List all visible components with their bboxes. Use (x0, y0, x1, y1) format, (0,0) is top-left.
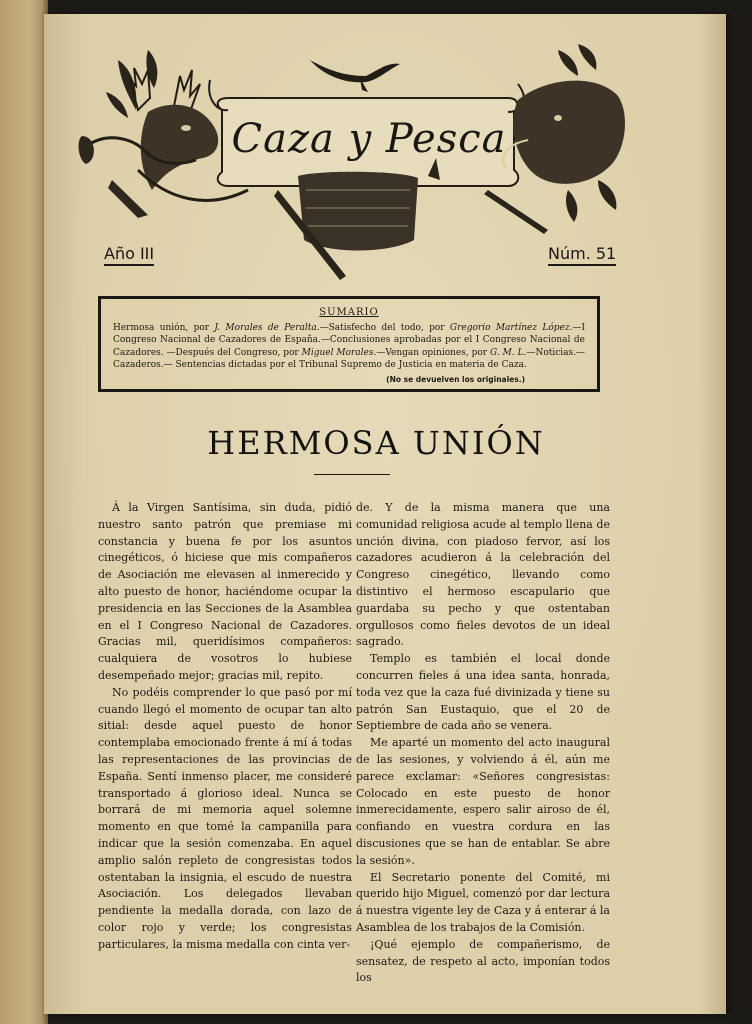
summary-author: J. Morales de Peralta (214, 322, 317, 333)
stag-head-icon (130, 68, 218, 190)
title-banner (216, 102, 522, 176)
article-column-right (356, 500, 610, 987)
issue-year (104, 244, 154, 263)
article-paragraph: ¡Qué ejemplo de compañerismo, de sensatez, de respeto al acto, imponían todos los (356, 937, 610, 985)
article-paragraph: Templo es también el local donde concurren fieles á una idea santa, honrada, toda vez que la caza fué divinizada y tiene su patrón San Eustaquio, que el 20 de Septiembre de cada año se venera. (356, 652, 610, 733)
summary-author: Gregorio Martínez López (449, 322, 570, 333)
facing-page-edge (0, 0, 48, 1024)
article-headline: HERMOSA UNIÓN (207, 424, 545, 462)
summary-box (98, 296, 600, 392)
issue-number (548, 244, 616, 263)
issue-year-label: Año III (104, 244, 154, 266)
article-paragraph: Me aparté un momento del acto inaugural de las sesiones, y volviendo á él, aún me parece exclamar: «Señores congresistas: Colocado en este puesto de honor inmerecidamente, espero salir airoso de él, confiando en vuestra cordura en las discusiones que se han de entablar. Se abre la sesión». (356, 736, 610, 867)
summary-text-part: .—Satisfecho del todo, por (316, 322, 450, 333)
headline-rule (314, 474, 390, 475)
summary-author: G. M. L. (490, 347, 527, 358)
article-paragraph: Á la Virgen Santísima, sin duda, pidió nuestro santo patrón que premiase mi constancia y buena fe por los asuntos cinegéticos, ó hiciese que mis compañeros de Asociación me elevasen al inmerecido y alto puesto de honor, haciéndome ocupar la presidencia en las Secciones de la Asamblea en el I Congreso Nacional de Cazadores. Gracias mil, queridísimos compañeros: cualquiera de vosotros lo hubiese desempeñado mejor; gracias mil, repito. (98, 501, 352, 682)
summary-text-part: .—I Congreso Nacional de Cazadores de España.—Conclusiones aprobadas por el I Congreso Nacional de Cazadores. —Después del Congreso, por (113, 322, 586, 358)
summary-heading: SUMARIO (319, 307, 379, 318)
article-paragraph: El Secretario ponente del Comité, mi querido hijo Miguel, comenzó por dar lectura á nuestra vigente ley de Caza y á enterar á la Asamblea de los trabajos de la Comisión. (356, 870, 610, 934)
summary-text (113, 322, 585, 372)
summary-text-part: Hermosa unión, por (113, 322, 215, 333)
article-paragraph: de. Y de la misma manera que una comunidad religiosa acude al templo llena de unción divina, con piadoso fervor, así los cazadores acudieron á la celebración del Congreso cinegético, llevando como distintivo el hermoso escapulario que guardaba su pecho y que ostentaban orgullosos como fieles devotos de un ideal sagrado. (356, 501, 610, 649)
summary-text-part: —Noticias.—Cazaderos.— Sentencias dictadas por el Tribunal Supremo de Justicia en materia de Caza. (113, 347, 585, 370)
issue-number-label: Núm. 51 (548, 244, 616, 266)
summary-text-part: .—Vengan opiniones, por (373, 347, 490, 358)
article-paragraph: No podéis comprender lo que pasó por mí cuando llegó el momento de ocupar tan alto sitial: desde aquel puesto de honor contemplaba emocionado frente á mí á todas las representaciones de las provincias de España. Sentí inmenso placer, me consideré transportado á glorioso ideal. Nunca se borrará de mi memoria aquel solemne momento en que tomé la campanilla para indicar que la sesión comenzaba. En aquel amplio salón repleto de congresistas todos ostentaban la insignia, el escudo de nuestra Asociación. Los delegados llevaban pendiente la medalla dorada, con lazo de color rojo y verde; los congresistas particulares, la misma medalla con cinta ver- (98, 685, 352, 951)
summary-note: (No se devuelven los originales.) (386, 374, 525, 384)
masthead-title: Caza y Pesca (231, 116, 507, 162)
article-column-left (98, 500, 352, 954)
summary-author: Miguel Morales (301, 347, 374, 358)
bird-icon (310, 60, 400, 92)
